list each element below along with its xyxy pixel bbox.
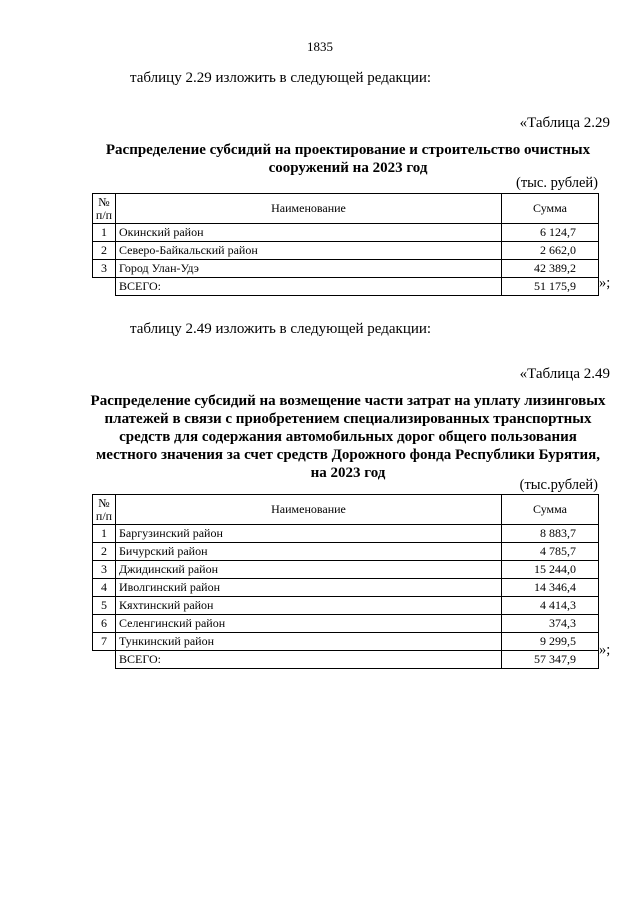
section2-title-line5: на 2023 год <box>310 465 386 481</box>
table-row <box>93 525 599 543</box>
row-sum: 9 299,5 <box>502 633 599 651</box>
section2-intro: таблицу 2.49 изложить в следующей редакции: <box>130 321 432 337</box>
section1-title-line2: сооружений на 2023 год <box>268 160 428 176</box>
table-header-row <box>93 495 599 525</box>
header-num-line1: № <box>98 194 110 209</box>
section1-table-label: «Таблица 2.29 <box>519 115 610 131</box>
row-name: Иволгинский район <box>116 579 502 597</box>
row-num: 3 <box>93 561 116 579</box>
section1-unit: (тыс. рублей) <box>516 175 598 191</box>
section1-closing-quote: »; <box>599 275 611 291</box>
row-num: 2 <box>93 543 116 561</box>
total-empty-cell <box>93 278 116 296</box>
row-sum: 4 785,7 <box>502 543 599 561</box>
row-name: Селенгинский район <box>116 615 502 633</box>
row-name: Город Улан-Удэ <box>116 260 502 278</box>
row-num: 6 <box>93 615 116 633</box>
table-total-row <box>93 651 599 669</box>
header-num-line2: п/п <box>95 508 113 523</box>
section2-title-line1: Распределение субсидий на возмещение части затрат на уплату лизинговых <box>90 393 606 409</box>
table-row <box>93 260 599 278</box>
row-name: Тункинский район <box>116 633 502 651</box>
total-label: ВСЕГО: <box>116 278 502 296</box>
row-sum: 4 414,3 <box>502 597 599 615</box>
header-num <box>93 194 116 224</box>
section2-closing-quote: »; <box>599 642 611 658</box>
section1-table-title <box>80 141 616 177</box>
header-name: Наименование <box>116 194 502 224</box>
row-num: 5 <box>93 597 116 615</box>
table-header-row <box>93 194 599 224</box>
header-num <box>93 495 116 525</box>
header-num-line1: № <box>98 495 110 510</box>
total-empty-cell <box>93 651 116 669</box>
section1-table <box>92 193 599 296</box>
table-total-row <box>93 278 599 296</box>
row-sum: 14 346,4 <box>502 579 599 597</box>
table-row <box>93 543 599 561</box>
row-name: Бичурский район <box>116 543 502 561</box>
row-sum: 6 124,7 <box>502 224 599 242</box>
header-num-line2: п/п <box>95 207 113 222</box>
row-name: Северо-Байкальский район <box>116 242 502 260</box>
page-number: 1835 <box>307 39 333 54</box>
table-row <box>93 579 599 597</box>
row-name: Окинский район <box>116 224 502 242</box>
row-num: 4 <box>93 579 116 597</box>
section2-table-title <box>80 392 616 482</box>
header-name: Наименование <box>116 495 502 525</box>
row-sum: 8 883,7 <box>502 525 599 543</box>
row-sum: 15 244,0 <box>502 561 599 579</box>
row-name: Кяхтинский район <box>116 597 502 615</box>
section2-table <box>92 494 599 669</box>
row-num: 2 <box>93 242 116 260</box>
row-num: 1 <box>93 525 116 543</box>
row-name: Джидинский район <box>116 561 502 579</box>
section2-unit: (тыс.рублей) <box>519 477 598 493</box>
total-label: ВСЕГО: <box>116 651 502 669</box>
section2-table-label: «Таблица 2.49 <box>519 366 610 382</box>
table-row <box>93 224 599 242</box>
row-num: 7 <box>93 633 116 651</box>
row-num: 3 <box>93 260 116 278</box>
section1-intro: таблицу 2.29 изложить в следующей редакции: <box>130 70 432 86</box>
row-sum: 42 389,2 <box>502 260 599 278</box>
table-row <box>93 561 599 579</box>
row-sum: 2 662,0 <box>502 242 599 260</box>
section2-title-line3: средств для содержания автомобильных дорог общего пользования <box>119 429 577 445</box>
section1-title-line1: Распределение субсидий на проектирование и строительство очистных <box>105 142 591 158</box>
row-num: 1 <box>93 224 116 242</box>
table-row <box>93 633 599 651</box>
header-sum: Сумма <box>502 194 599 224</box>
row-sum: 374,3 <box>502 615 599 633</box>
total-sum: 51 175,9 <box>502 278 599 296</box>
section2-title-line2: платежей в связи с приобретением специализированных транспортных <box>104 411 592 427</box>
row-name: Баргузинский район <box>116 525 502 543</box>
header-sum: Сумма <box>502 495 599 525</box>
table-row <box>93 615 599 633</box>
table-row <box>93 242 599 260</box>
section2-title-line4: местного значения за счет средств Дорожного фонда Республики Бурятия, <box>96 447 600 463</box>
total-sum: 57 347,9 <box>502 651 599 669</box>
table-row <box>93 597 599 615</box>
